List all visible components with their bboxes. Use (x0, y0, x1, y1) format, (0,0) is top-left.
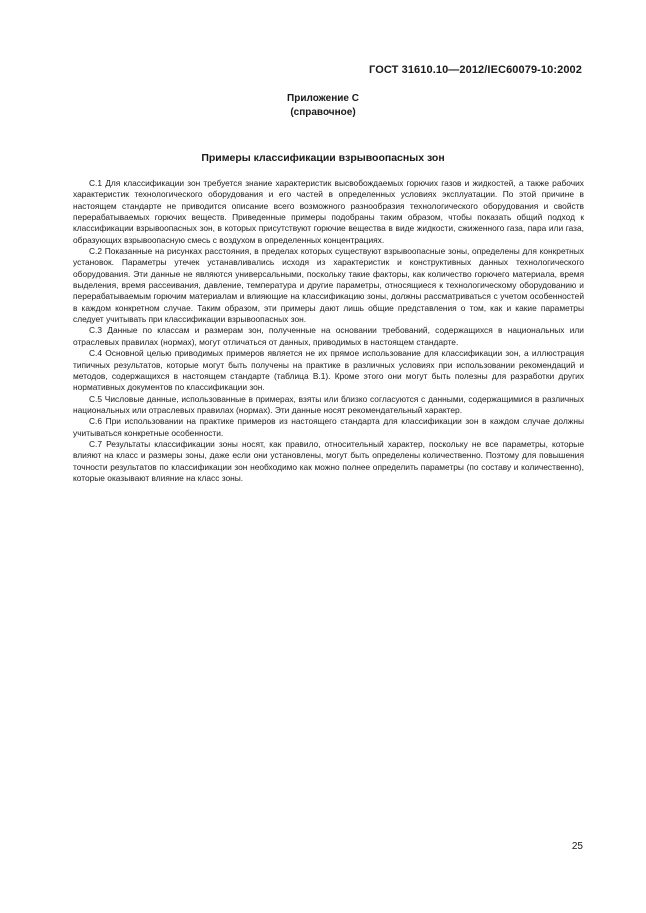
annex-status: (справочное) (290, 107, 356, 118)
annex-heading (0, 92, 646, 120)
page-number: 25 (571, 841, 583, 852)
body-text (73, 178, 584, 484)
document-code: ГОСТ 31610.10—2012/IEC60079-10:2002 (369, 64, 582, 76)
paragraph-c1: С.1 Для классификации зон требуется знание характеристик высвобождаемых горючих газов и жидкостей, а также рабочих характеристик технологического оборудования и его частей в определенных условиях эксплуатации. По этой причине в настоящем стандарте не приводится описание всего возможного разнообразия технологического оборудования и свойств перерабатываемых горючих веществ. Приведенные примеры подобраны таким образом, чтобы показать общий подход к классификации взрывоопасных зон, в которых присутствуют горючие вещества в виде жидкости, сжиженного газа, пара или газа, образующих взрывоопасную смесь с воздухом в определенных концентрациях. (73, 178, 584, 245)
paragraph-c3: С.3 Данные по классам и размерам зон, полученные на основании требований, содержащихся в национальных или отраслевых правилах (нормах), могут отличаться от данных, приводимых в настоящем стандарте. (73, 325, 584, 347)
paragraph-c5: С.5 Числовые данные, использованные в примерах, взяты или близко согласуются с данными, содержащимися в различных национальных или отраслевых правилах (нормах). Эти данные носят рекомендательный характер. (73, 393, 584, 415)
paragraph-c2: С.2 Показанные на рисунках расстояния, в пределах которых существуют взрывоопасные зоны, определены для конкретных установок. Параметры утечек устанавливались исходя из характеристик и конструктивных данных технологического оборудования. Эти данные не являются универсальными, поскольку такие факторы, как количество горючего материала, время выделения, время рассеивания, давление, температура и другие параметры, относящиеся к технологическому оборудованию и перерабатываемым горючим материалам и влияющие на классификацию зоны, должны рассматриваться с учетом особенностей в каждом конкретном случае. Таким образом, эти примеры дают лишь общие представления о том, как и какие параметры следует учитывать при классификации взрывоопасных зон. (73, 246, 584, 325)
paragraph-c4: С.4 Основной целью приводимых примеров является не их прямое использование для классификации зон, а иллюстрация типичных результатов, которые могут быть получены на практике в различных условиях при использовании рекомендаций и методов, содержащихся в настоящем стандарте (таблица В.1). Кроме этого они могут быть полезны для разработки других нормативных документов по классификации зон. (73, 348, 584, 393)
paragraph-c6: С.6 При использовании на практике примеров из настоящего стандарта для классификации зон в каждом случае должны учитываться конкретные особенности. (73, 416, 584, 438)
annex-label: Приложение С (287, 93, 359, 104)
paragraph-c7: С.7 Результаты классификации зоны носят, как правило, относительный характер, поскольку не все параметры, которые влияют на класс и размеры зоны, даже если они установлены, могут быть определены количественно. Поэтому для повышения точности результатов по классификации зон необходимо как можно полнее определить параметры (по составу и количественно), которые оказывают влияние на класс зоны. (73, 438, 584, 483)
page-title: Примеры классификации взрывоопасных зон (201, 152, 445, 164)
